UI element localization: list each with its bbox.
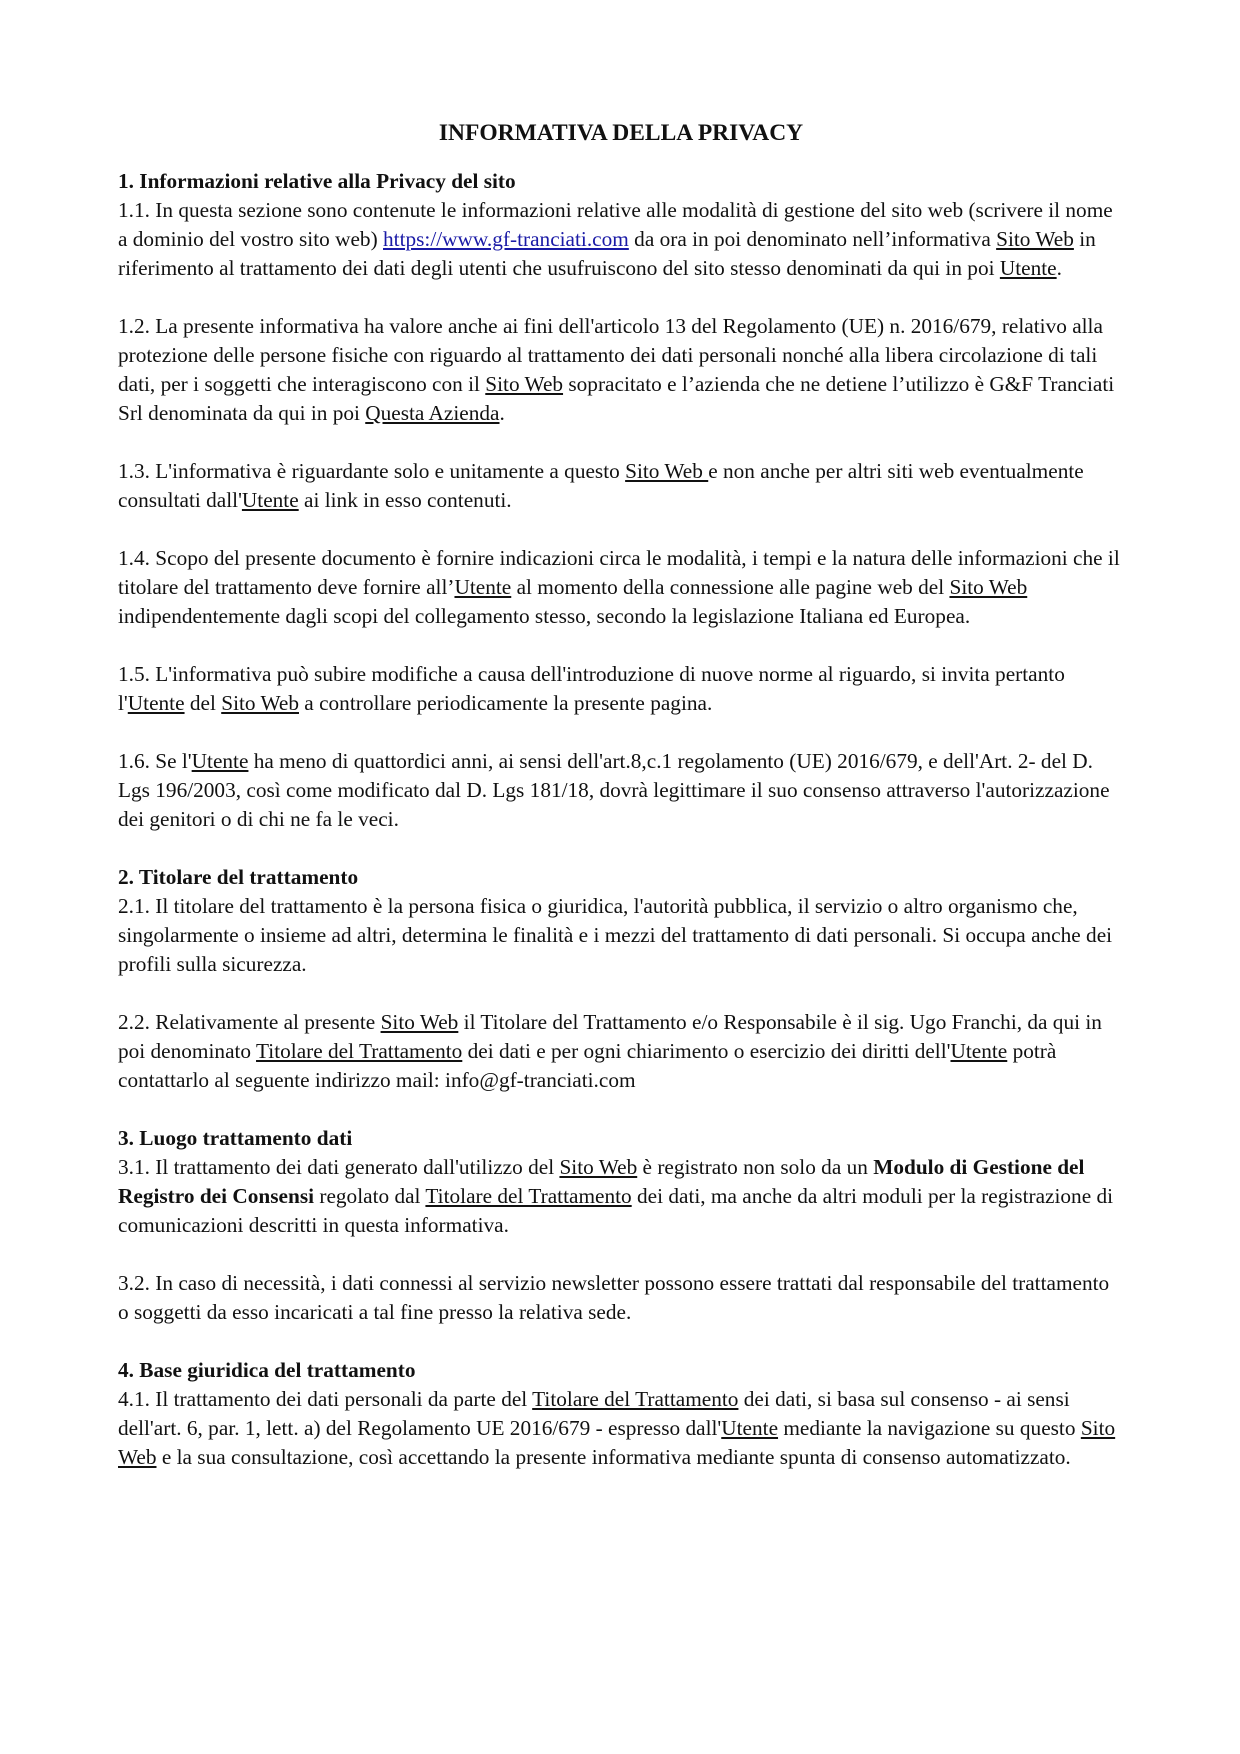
- paragraph: [118, 312, 1124, 428]
- paragraph: [118, 747, 1124, 834]
- document-title: INFORMATIVA DELLA PRIVACY: [438, 120, 804, 146]
- underlined-term: Sito Web: [485, 372, 564, 396]
- underlined-term: Titolare del Trattamento: [532, 1387, 739, 1411]
- underlined-term: Utente: [999, 256, 1057, 280]
- text-run: ai link in esso contenuti.: [298, 488, 512, 512]
- section-1: [118, 167, 1124, 834]
- paragraph: [118, 892, 1124, 979]
- text-run: 1.3. L'informativa è riguardante solo e unitamente a questo: [118, 459, 626, 483]
- document-body: [118, 167, 1124, 1472]
- underlined-term: Titolare del Trattamento: [256, 1039, 463, 1063]
- text-run: e non anche per altri siti web eventualmente consultati dall': [118, 459, 1084, 512]
- underlined-term: Utente: [721, 1416, 779, 1440]
- section-4: [118, 1356, 1124, 1472]
- text-run: 1.2. La presente informativa ha valore anche ai fini dell'articolo 13 del Regolamento (UE) n. 2016/679, relativo alla protezione delle persone fisiche con riguardo al trattamento dei dati personali nonché alla libera circolazione di tali dati, per i soggetti che interagiscono con il: [118, 314, 1103, 396]
- text-run: 1.4. Scopo del presente documento è fornire indicazioni circa le modalità, i tempi e la natura delle informazioni che il titolare del trattamento deve fornire all’: [118, 546, 1120, 599]
- document-page: [118, 118, 1124, 1501]
- underlined-term: Sito Web: [949, 575, 1028, 599]
- text-run: .: [499, 401, 505, 425]
- section-heading: 1. Informazioni relative alla Privacy del sito: [118, 169, 516, 193]
- paragraph: [118, 457, 1124, 515]
- underlined-term: Sito Web: [996, 227, 1074, 251]
- text-run: potrà contattarlo al seguente indirizzo mail: info@gf-tranciati.com: [118, 1039, 1057, 1092]
- section-heading: 2. Titolare del trattamento: [118, 865, 359, 889]
- underlined-term: Sito Web: [625, 459, 709, 483]
- paragraph: [118, 544, 1124, 631]
- underlined-term: Sito Web: [380, 1010, 459, 1034]
- text-run: dei dati, si basa sul consenso - ai sensi dell'art. 6, par. 1, lett. a) del Regolamento UE 2016/679 - espresso dall': [118, 1387, 1070, 1440]
- paragraph: [118, 660, 1124, 718]
- underlined-term: Sito Web: [118, 1416, 1116, 1469]
- text-run: il Titolare del Trattamento e/o Responsabile è il sig. Ugo Franchi, da qui in poi denominato: [118, 1010, 1102, 1063]
- text-run: a controllare periodicamente la presente pagina.: [298, 691, 713, 715]
- underlined-term: Utente: [950, 1039, 1008, 1063]
- text-run: .: [1056, 256, 1062, 280]
- paragraph: [118, 1008, 1124, 1095]
- text-run: mediante la navigazione su questo: [778, 1416, 1081, 1440]
- text-run: dei dati, ma anche da altri moduli per la registrazione di comunicazioni descritti in questa informativa.: [118, 1184, 1114, 1237]
- text-run: 1.5. L'informativa può subire modifiche a causa dell'introduzione di nuove norme al riguardo, si invita pertanto l': [118, 662, 1065, 715]
- text-run: 1.6. Se l': [118, 749, 192, 773]
- text-run: 1.1. In questa sezione sono contenute le informazioni relative alle modalità di gestione del sito web (scrivere il nome a dominio del vostro sito web): [118, 198, 1113, 251]
- text-run: 2.2. Relativamente al presente: [118, 1010, 381, 1034]
- section-heading: 4. Base giuridica del trattamento: [118, 1358, 416, 1382]
- text-run: è registrato non solo da un: [637, 1155, 874, 1179]
- text-run: al momento della connessione alle pagine web del: [511, 575, 950, 599]
- text-run: regolato dal: [314, 1184, 426, 1208]
- underlined-term: Questa Azienda: [365, 401, 500, 425]
- paragraph: [118, 1153, 1124, 1240]
- text-run: 3.1. Il trattamento dei dati generato dall'utilizzo del: [118, 1155, 560, 1179]
- text-run: indipendentemente dagli scopi del collegamento stesso, secondo la legislazione Italiana ed Europea.: [118, 604, 971, 628]
- bold-term: Modulo di Gestione del Registro dei Consensi: [118, 1155, 1085, 1208]
- text-run: 2.1. Il titolare del trattamento è la persona fisica o giuridica, l'autorità pubblica, il servizio o altro organismo che, singolarmente o insieme ad altri, determina le finalità e i mezzi del trattamento di dati personali. Si occupa anche dei profili sulla sicurezza.: [118, 894, 1113, 976]
- paragraph: [118, 1269, 1124, 1327]
- section-2: [118, 863, 1124, 1095]
- website-link[interactable]: https://www.gf-tranciati.com: [383, 227, 629, 251]
- underlined-term: Utente: [241, 488, 299, 512]
- text-run: 3.2. In caso di necessità, i dati connessi al servizio newsletter possono essere trattati dal responsabile del trattamento o soggetti da esso incaricati a tal fine presso la relativa sede.: [118, 1271, 1110, 1324]
- underlined-term: Titolare del Trattamento: [425, 1184, 632, 1208]
- paragraph: [118, 1385, 1124, 1472]
- text-run: del: [184, 691, 222, 715]
- underlined-term: Utente: [191, 749, 249, 773]
- underlined-term: Sito Web: [221, 691, 299, 715]
- text-run: 4.1. Il trattamento dei dati personali da parte del: [118, 1387, 533, 1411]
- text-run: dei dati e per ogni chiarimento o esercizio dei diritti dell': [462, 1039, 951, 1063]
- underlined-term: Utente: [127, 691, 185, 715]
- underlined-term: Utente: [454, 575, 512, 599]
- underlined-term: Sito Web: [559, 1155, 638, 1179]
- section-heading: 3. Luogo trattamento dati: [118, 1126, 353, 1150]
- text-run: sopracitato e l’azienda che ne detiene l’utilizzo è G&F Tranciati Srl denominata da qui in poi: [118, 372, 1115, 425]
- section-3: [118, 1124, 1124, 1327]
- text-run: e la sua consultazione, così accettando la presente informativa mediante spunta di consenso automatizzato.: [156, 1445, 1071, 1469]
- paragraph: [118, 196, 1124, 283]
- text-run: ha meno di quattordici anni, ai sensi dell'art.8,c.1 regolamento (UE) 2016/679, e dell'Art. 2- del D. Lgs 196/2003, così come modificato dal D. Lgs 181/18, dovrà legittimare il suo consenso attraverso l'autorizzazione dei genitori o di chi ne fa le veci.: [118, 749, 1110, 831]
- text-run: da ora in poi denominato nell’informativa: [628, 227, 997, 251]
- text-run: in riferimento al trattamento dei dati degli utenti che usufruiscono del sito stesso denominati da qui in poi: [118, 227, 1096, 280]
